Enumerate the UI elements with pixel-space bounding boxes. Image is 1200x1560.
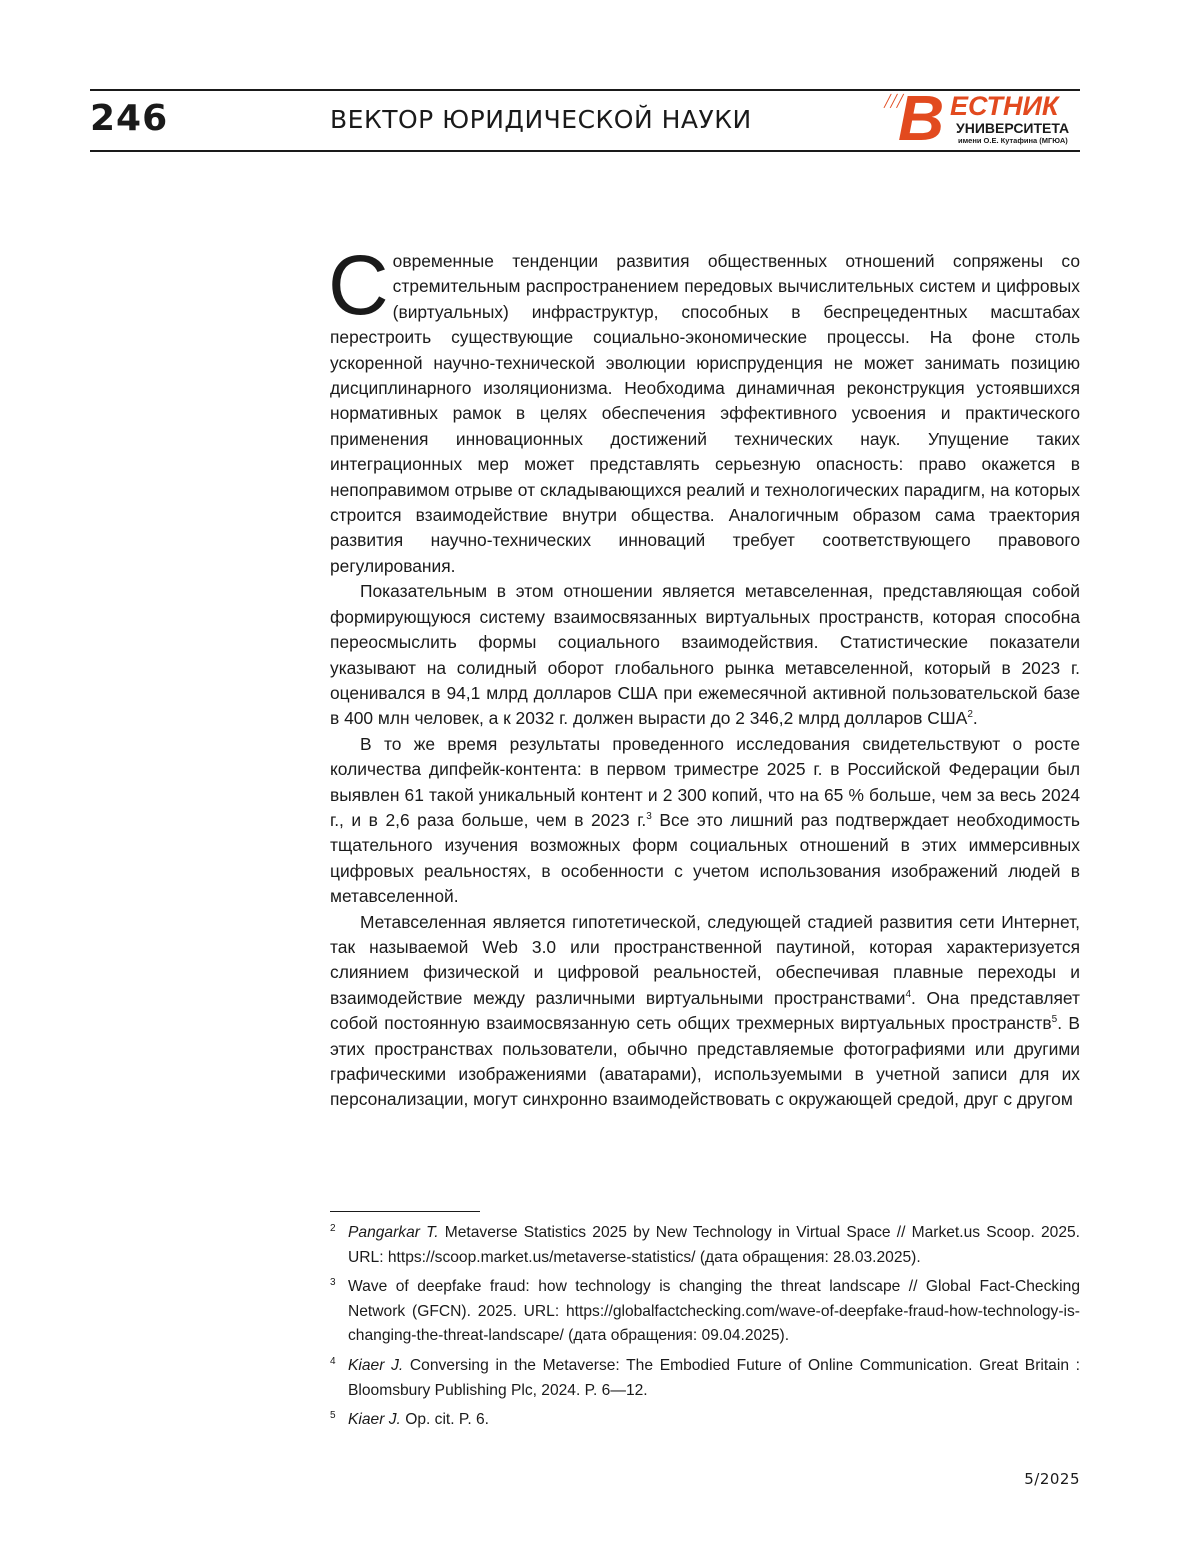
paragraph-2-tail: . [973, 708, 978, 728]
footnote-text: Wave of deepfake fraud: how technology is changing the threat landscape // Global Fact-Checking Network (GFCN). 2025. URL: https://globalfactchecking.com/wave-of-deepfake-fraud-how-technology-is-changing-the-threat-landscape/ (дата обращения: 09.04.2025). [348, 1278, 1080, 1344]
footnote-text: Metaverse Statistics 2025 by New Technology in Virtual Space // Market.us Scoop. 2025. URL: https://scoop.market.us/metaverse-statistics/ (дата обращения: 28.03.2025). [348, 1224, 1080, 1266]
footnote-author: Kiaer J. [348, 1357, 403, 1374]
journal-logo [884, 92, 1084, 150]
footnote-5 [330, 1408, 1080, 1433]
footnote-number: 3 [330, 1271, 336, 1296]
footnote-number: 4 [330, 1350, 336, 1375]
footnotes [330, 1221, 1080, 1438]
article-body [330, 249, 1080, 1113]
footnote-text: Op. cit. P. 6. [401, 1411, 489, 1428]
paragraph-4-text-c: . В этих пространствах пользователи, обычно представляемые фотографиями или другими графическими изображениями (аватарами), используемыми в учетной записи для их персонализации, могут синхронно взаимодействовать с окружающей средой, друг с другом [330, 1013, 1080, 1109]
drop-cap: С [328, 253, 389, 317]
logo-word-universiteta: УНИВЕРСИТЕТА [956, 121, 1069, 136]
issue-number: 5/2025 [1004, 1470, 1080, 1488]
paragraph-2-text: Показательным в этом отношении является метавселенная, представляющая собой формирующуюся систему взаимосвязанных виртуальных пространств, которая способна переосмыслить формы социального взаимодействия. Статистические показатели указывают на солидный оборот глобального рынка метавселенной, который в 2023 г. оценивался в 94,1 млрд долларов США при ежемесячной активной пользовательской базе в 400 млн человек, а к 2032 г. должен вырасти до 2 346,2 млрд долларов США [330, 581, 1080, 728]
paragraph-4-text-a: Метавселенная является гипотетической, следующей стадией развития сети Интернет, так называемой Web 3.0 или пространственной паутиной, которая характеризуется слиянием физической и цифровой реальностей, обеспечивая плавные переходы и взаимодействие между различными виртуальными пространствами [330, 912, 1080, 1008]
section-title: ВЕКТОР ЮРИДИЧЕСКОЙ НАУКИ [330, 103, 752, 137]
footnote-author: Pangarkar T. [348, 1224, 439, 1241]
footnote-separator [330, 1211, 480, 1212]
paragraph-1 [330, 249, 1080, 579]
footnote-ref-3[interactable]: 3 [646, 811, 652, 822]
footnote-text: Conversing in the Metaverse: The Embodied Future of Online Communication. Great Britain : Bloomsbury Publishing Plc, 2024. P. 6—12. [348, 1357, 1080, 1399]
logo-word-kutafin: имени О.Е. Кутафина (МГЮА) [958, 136, 1068, 145]
logo-rays-icon: ╱╱╱ [884, 94, 903, 108]
header-bottom-rule [90, 150, 1080, 152]
paragraph-3-text-b: Все это лишний раз подтверждает необходимость тщательного изучения возможных форм социальных отношений в этих иммерсивных цифровых реальностях, в особенности с учетом использования изображений людей в метавселенной. [330, 810, 1080, 906]
footnote-ref-5[interactable]: 5 [1052, 1014, 1058, 1025]
paragraph-3 [330, 732, 1080, 910]
footnote-4 [330, 1354, 1080, 1403]
paragraph-4-text-b: . Она представляет собой постоянную взаимосвязанную сеть общих трехмерных виртуальных пространств [330, 988, 1080, 1033]
footnote-2 [330, 1221, 1080, 1270]
logo-letter: В [898, 86, 944, 150]
footnote-ref-2[interactable]: 2 [967, 710, 973, 721]
logo-word-vestnik: ЕСТНИК [950, 92, 1059, 120]
footnote-3 [330, 1275, 1080, 1349]
page-number: 246 [90, 97, 168, 141]
footnote-ref-4[interactable]: 4 [905, 989, 911, 1000]
footnote-number: 5 [330, 1404, 336, 1429]
footnote-author: Kiaer J. [348, 1411, 401, 1428]
paragraph-4 [330, 910, 1080, 1113]
footnote-number: 2 [330, 1217, 336, 1242]
paragraph-1-text: овременные тенденции развития общественных отношений сопряжены со стремительным распространением передовых вычислительных систем и цифровых (виртуальных) инфраструктур, способных в беспрецедентных масштабах перестроить существующие социально-экономические процессы. На фоне столь ускоренной научно-технической эволюции юриспруденция не может занимать позицию дисциплинарного изоляционизма. Необходима динамичная реконструкция устоявшихся нормативных рамок в целях обеспечения эффективного усвоения и практического применения инновационных достижений технических наук. Упущение таких интеграционных мер может представлять серьезную опасность: право окажется в непоправимом отрыве от складывающихся реалий и технологических парадигм, на которых строится взаимодействие внутри общества. Аналогичным образом сама траектория развития научно-технических инноваций требует соответствующего правового регулирования. [330, 251, 1080, 576]
paragraph-3-text-a: В то же время результаты проведенного исследования свидетельствуют о росте количества дипфейк-контента: в первом триместре 2025 г. в Российской Федерации был выявлен 61 такой уникальный контент и 2 300 копий, что на 65 % больше, чем за весь 2024 г., и в 2,6 раза больше, чем в 2023 г. [330, 734, 1080, 830]
paragraph-2 [330, 579, 1080, 731]
